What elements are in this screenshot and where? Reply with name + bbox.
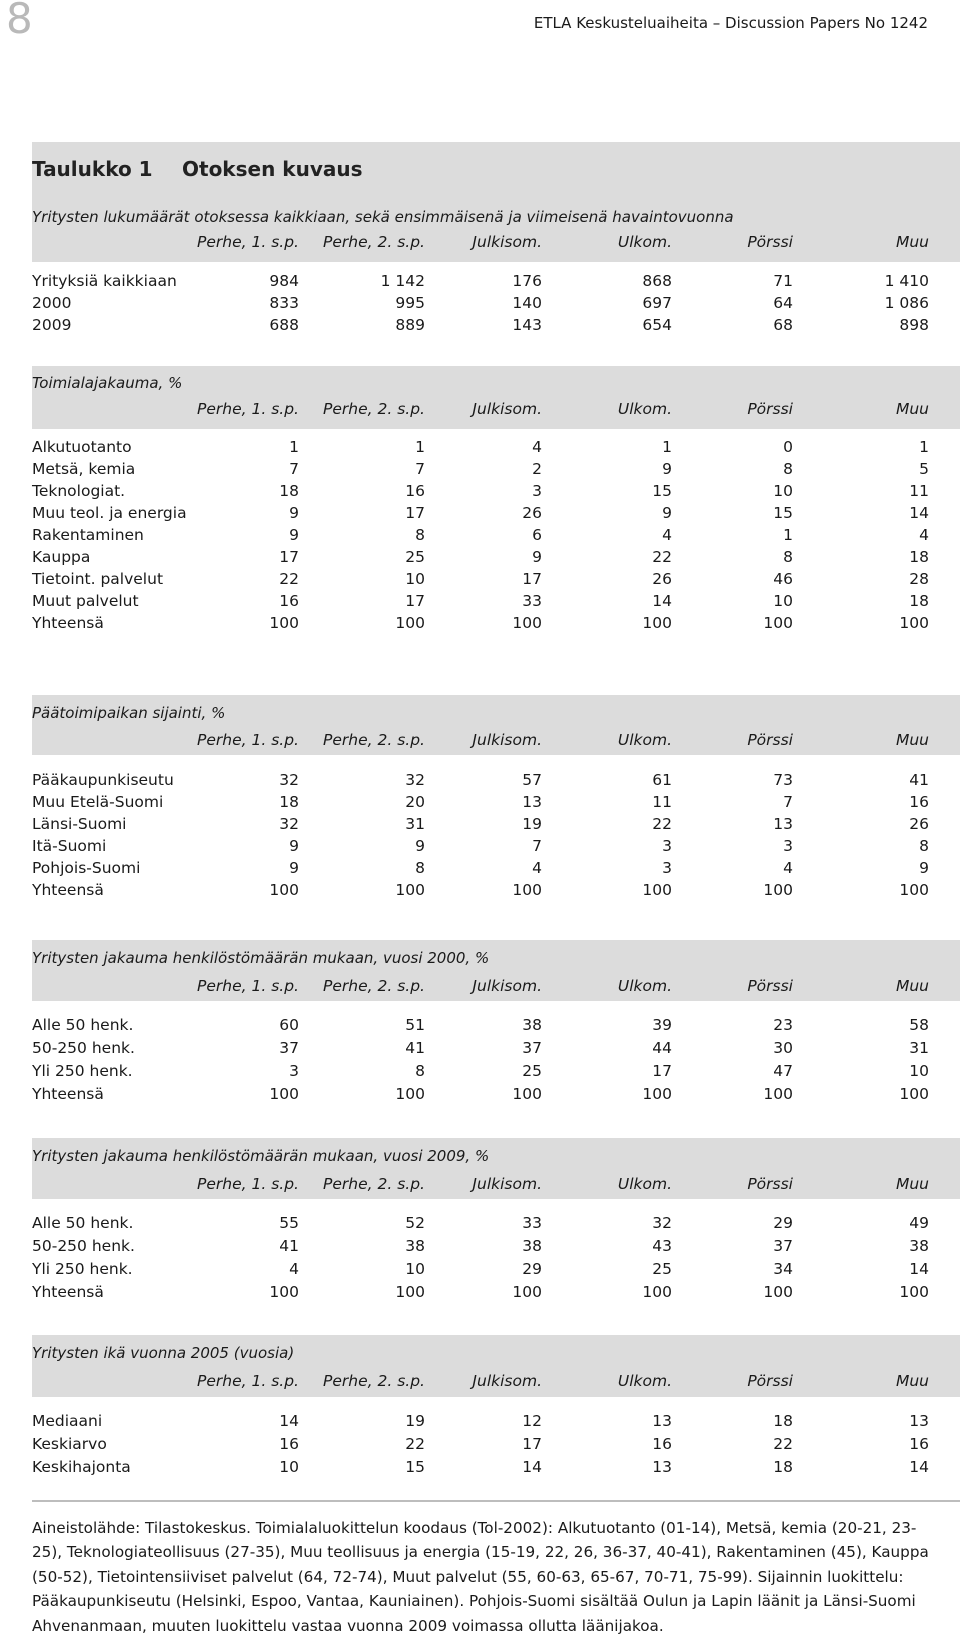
cell: 10 [773,482,793,500]
cell: 25 [405,548,425,566]
cell: 46 [773,570,793,588]
row-label: Yhteensä [32,1283,104,1301]
cell: 100 [642,881,672,899]
cell: 13 [652,1412,672,1430]
cell: 39 [652,1016,672,1034]
cell: 25 [652,1260,672,1278]
cell: 13 [909,1412,929,1430]
cell: 4 [532,438,542,456]
row-label: Pääkaupunkiseutu [32,771,174,789]
table-row [0,837,960,859]
table-row [0,548,960,570]
row-label: Alle 50 henk. [32,1016,134,1034]
cell: 4 [919,526,929,544]
cell: 868 [642,272,672,290]
cell: 100 [269,1085,299,1103]
cell: 3 [662,859,672,877]
column-header: Perhe, 1. s.p. [197,400,299,418]
cell: 100 [763,1283,793,1301]
cell: 1 [289,438,299,456]
column-header: Perhe, 2. s.p. [323,233,425,251]
cell: 10 [773,592,793,610]
column-header: Perhe, 1. s.p. [197,977,299,995]
table-row [0,771,960,793]
cell: 51 [405,1016,425,1034]
cell: 47 [773,1062,793,1080]
cell: 100 [763,1085,793,1103]
row-label: Kauppa [32,548,91,566]
cell: 10 [405,570,425,588]
cell: 14 [652,592,672,610]
cell: 8 [415,526,425,544]
cell: 14 [909,1458,929,1476]
cell: 100 [763,614,793,632]
row-label: Metsä, kemia [32,460,136,478]
table-row [0,482,960,504]
column-header: Perhe, 1. s.p. [197,1175,299,1193]
cell: 14 [279,1412,299,1430]
cell: 15 [405,1458,425,1476]
column-header: Muu [895,1372,929,1390]
cell: 995 [395,294,425,312]
table-row [0,1237,960,1259]
section-title: Yritysten lukumäärät otoksessa kaikkiaan, sekä ensimmäisenä ja viimeisenä havaintovuonna [32,208,734,226]
cell: 58 [909,1016,929,1034]
section-title: Yritysten jakauma henkilöstömäärän mukaan, vuosi 2000, % [32,949,490,967]
table-row [0,1016,960,1038]
column-header: Perhe, 2. s.p. [323,1175,425,1193]
row-label: Rakentaminen [32,526,144,544]
cell: 17 [405,592,425,610]
cell: 19 [522,815,542,833]
row-label: Alle 50 henk. [32,1214,134,1232]
cell: 60 [279,1016,299,1034]
column-header: Perhe, 1. s.p. [197,731,299,749]
table-row [0,1412,960,1434]
cell: 41 [405,1039,425,1057]
column-header: Julkisom. [472,731,542,749]
column-header: Ulkom. [617,233,672,251]
cell: 17 [652,1062,672,1080]
cell: 38 [909,1237,929,1255]
cell: 9 [289,859,299,877]
cell: 29 [773,1214,793,1232]
cell: 11 [652,793,672,811]
column-header: Ulkom. [617,977,672,995]
cell: 15 [773,504,793,522]
row-label: Yhteensä [32,614,104,632]
cell: 15 [652,482,672,500]
cell: 100 [899,1283,929,1301]
table-row [0,614,960,636]
row-label: Keskiarvo [32,1435,107,1453]
running-header: ETLA Keskusteluaiheita – Discussion Papers No 1242 [533,14,928,32]
section-title: Yritysten ikä vuonna 2005 (vuosia) [32,1344,295,1362]
cell: 23 [773,1016,793,1034]
row-label: Teknologiat. [32,482,126,500]
cell: 16 [909,1435,929,1453]
cell: 41 [279,1237,299,1255]
row-label: 50-250 henk. [32,1039,135,1057]
cell: 9 [919,859,929,877]
cell: 100 [269,614,299,632]
cell: 34 [773,1260,793,1278]
cell: 22 [405,1435,425,1453]
cell: 9 [415,837,425,855]
cell: 38 [522,1237,542,1255]
cell: 16 [652,1435,672,1453]
column-header: Ulkom. [617,1175,672,1193]
table-row [0,1062,960,1084]
cell: 100 [395,881,425,899]
cell: 7 [415,460,425,478]
cell: 22 [652,815,672,833]
cell: 37 [522,1039,542,1057]
row-label: Mediaani [32,1412,103,1430]
cell: 3 [783,837,793,855]
cell: 8 [919,837,929,855]
cell: 100 [642,1283,672,1301]
cell: 898 [899,316,929,334]
row-label: Muut palvelut [32,592,139,610]
cell: 9 [662,460,672,478]
cell: 100 [512,881,542,899]
cell: 1 [662,438,672,456]
cell: 176 [512,272,542,290]
cell: 57 [522,771,542,789]
cell: 7 [289,460,299,478]
column-header: Muu [895,731,929,749]
cell: 5 [919,460,929,478]
row-label: Yli 250 henk. [32,1260,133,1278]
row-label: Yhteensä [32,1085,104,1103]
cell: 31 [405,815,425,833]
column-header: Perhe, 2. s.p. [323,1372,425,1390]
cell: 7 [532,837,542,855]
table-row [0,1458,960,1480]
cell: 16 [279,592,299,610]
table-row [0,1435,960,1457]
column-header: Julkisom. [472,1372,542,1390]
column-header: Julkisom. [472,400,542,418]
column-header: Pörssi [747,1175,793,1193]
cell: 1 [783,526,793,544]
cell: 16 [279,1435,299,1453]
cell: 100 [269,881,299,899]
table-label: Taulukko 1 [32,157,153,181]
column-header: Muu [895,400,929,418]
cell: 32 [652,1214,672,1232]
cell: 13 [652,1458,672,1476]
cell: 22 [279,570,299,588]
cell: 29 [522,1260,542,1278]
column-header-row [0,1175,960,1197]
cell: 26 [652,570,672,588]
cell: 4 [532,859,542,877]
row-label: Tietoint. palvelut [32,570,164,588]
cell: 100 [899,881,929,899]
cell: 17 [522,1435,542,1453]
cell: 68 [773,316,793,334]
cell: 8 [783,460,793,478]
row-label: Yhteensä [32,881,104,899]
table-row [0,504,960,526]
cell: 9 [532,548,542,566]
cell: 10 [279,1458,299,1476]
row-label: Muu teol. ja energia [32,504,187,522]
cell: 32 [279,815,299,833]
table-row [0,1039,960,1061]
section-title: Toimialajakauma, % [32,374,183,392]
cell: 984 [269,272,299,290]
column-header: Perhe, 1. s.p. [197,233,299,251]
table-row [0,859,960,881]
cell: 1 [415,438,425,456]
column-header: Muu [895,1175,929,1193]
cell: 16 [405,482,425,500]
cell: 3 [662,837,672,855]
cell: 22 [652,548,672,566]
column-header: Julkisom. [472,977,542,995]
cell: 12 [522,1412,542,1430]
cell: 31 [909,1039,929,1057]
cell: 13 [773,815,793,833]
cell: 889 [395,316,425,334]
cell: 9 [662,504,672,522]
cell: 1 410 [884,272,929,290]
cell: 10 [909,1062,929,1080]
table-row [0,1260,960,1282]
column-header: Ulkom. [617,1372,672,1390]
cell: 7 [783,793,793,811]
column-header: Pörssi [747,977,793,995]
cell: 100 [642,1085,672,1103]
column-header: Perhe, 2. s.p. [323,977,425,995]
table-title [32,157,363,181]
cell: 11 [909,482,929,500]
table-row [0,592,960,614]
cell: 3 [532,482,542,500]
cell: 10 [405,1260,425,1278]
cell: 17 [279,548,299,566]
cell: 8 [783,548,793,566]
table-row [0,316,960,338]
cell: 32 [405,771,425,789]
row-label: Muu Etelä-Suomi [32,793,164,811]
table-row [0,438,960,460]
cell: 26 [522,504,542,522]
row-label: Yrityksiä kaikkiaan [32,272,177,290]
cell: 100 [899,1085,929,1103]
column-header-row [0,233,960,255]
cell: 14 [909,504,929,522]
section-title: Yritysten jakauma henkilöstömäärän mukaan, vuosi 2009, % [32,1147,490,1165]
column-header: Julkisom. [472,1175,542,1193]
cell: 26 [909,815,929,833]
divider [32,1500,960,1502]
column-header: Muu [895,233,929,251]
row-label: 50-250 henk. [32,1237,135,1255]
cell: 100 [512,614,542,632]
cell: 73 [773,771,793,789]
row-label: Yli 250 henk. [32,1062,133,1080]
column-header-row [0,977,960,999]
column-header: Ulkom. [617,731,672,749]
table-row [0,793,960,815]
cell: 14 [909,1260,929,1278]
column-header: Pörssi [747,400,793,418]
cell: 19 [405,1412,425,1430]
column-header: Julkisom. [472,233,542,251]
cell: 100 [899,614,929,632]
cell: 25 [522,1062,542,1080]
page-number: 8 [6,0,33,43]
cell: 44 [652,1039,672,1057]
cell: 4 [662,526,672,544]
cell: 1 086 [884,294,929,312]
column-header-row [0,1372,960,1394]
cell: 41 [909,771,929,789]
cell: 1 [919,438,929,456]
cell: 697 [642,294,672,312]
cell: 1 142 [380,272,425,290]
source-footnote: Aineistolähde: Tilastokeskus. Toimialaluokittelun koodaus (Tol-2002): Alkutuotanto (01-14), Metsä, kemia (20-21, 23-25), Teknologiateollisuus (27-35), Muu teollisuus ja energia (15-19, 22, 26, 36-37, 40-41), Rakentaminen (45), Kauppa (50-52), Tietointensiiviset palvelut (64, 72-74), Muut palvelut (55, 60-63, 65-67, 70-71, 75-99). Sijainnin luokittelu: Pääkaupunkiseutu (Helsinki, Espoo, Vantaa, Kauniainen). Pohjois-Suomi sisältää Oulun ja Lapin läänit ja Länsi-Suomi Ahvenanmaan, muuten luokittelu vastaa vuonna 2009 voimassa ollutta läänijakoa. [32,1519,929,1635]
cell: 22 [773,1435,793,1453]
table-row [0,460,960,482]
column-header: Pörssi [747,731,793,749]
cell: 37 [279,1039,299,1057]
column-header: Pörssi [747,233,793,251]
row-label: 2009 [32,316,72,334]
cell: 28 [909,570,929,588]
cell: 55 [279,1214,299,1232]
table-row [0,1085,960,1107]
row-label: 2000 [32,294,72,312]
cell: 688 [269,316,299,334]
cell: 654 [642,316,672,334]
table-row [0,526,960,548]
column-header: Perhe, 2. s.p. [323,400,425,418]
cell: 4 [783,859,793,877]
table-row [0,815,960,837]
row-label: Keskihajonta [32,1458,131,1476]
cell: 33 [522,1214,542,1232]
row-label: Pohjois-Suomi [32,859,141,877]
cell: 18 [773,1412,793,1430]
cell: 18 [909,548,929,566]
row-label: Itä-Suomi [32,837,107,855]
cell: 32 [279,771,299,789]
cell: 833 [269,294,299,312]
cell: 100 [395,1085,425,1103]
cell: 18 [773,1458,793,1476]
table-row [0,1283,960,1305]
cell: 100 [512,1085,542,1103]
cell: 8 [415,859,425,877]
cell: 100 [395,614,425,632]
column-header: Ulkom. [617,400,672,418]
row-label: Länsi-Suomi [32,815,127,833]
cell: 9 [289,526,299,544]
cell: 30 [773,1039,793,1057]
column-header-row [0,400,960,422]
table-row [0,570,960,592]
cell: 13 [522,793,542,811]
column-header: Pörssi [747,1372,793,1390]
cell: 38 [522,1016,542,1034]
cell: 143 [512,316,542,334]
cell: 4 [289,1260,299,1278]
table-row [0,294,960,316]
cell: 43 [652,1237,672,1255]
cell: 100 [269,1283,299,1301]
cell: 16 [909,793,929,811]
table-row [0,1214,960,1236]
cell: 6 [532,526,542,544]
table-row [0,881,960,903]
cell: 64 [773,294,793,312]
cell: 9 [289,504,299,522]
cell: 18 [909,592,929,610]
table-row [0,272,960,294]
cell: 8 [415,1062,425,1080]
cell: 20 [405,793,425,811]
column-header: Perhe, 1. s.p. [197,1372,299,1390]
cell: 9 [289,837,299,855]
column-header: Perhe, 2. s.p. [323,731,425,749]
cell: 14 [522,1458,542,1476]
cell: 100 [642,614,672,632]
cell: 100 [763,881,793,899]
cell: 61 [652,771,672,789]
cell: 17 [522,570,542,588]
cell: 18 [279,793,299,811]
cell: 3 [289,1062,299,1080]
column-header-row [0,731,960,753]
cell: 100 [512,1283,542,1301]
section-title: Päätoimipaikan sijainti, % [32,704,226,722]
cell: 71 [773,272,793,290]
table-title-text: Otoksen kuvaus [182,157,363,181]
cell: 38 [405,1237,425,1255]
cell: 33 [522,592,542,610]
cell: 140 [512,294,542,312]
cell: 52 [405,1214,425,1232]
cell: 100 [395,1283,425,1301]
cell: 37 [773,1237,793,1255]
row-label: Alkutuotanto [32,438,132,456]
cell: 0 [783,438,793,456]
cell: 49 [909,1214,929,1232]
cell: 17 [405,504,425,522]
cell: 2 [532,460,542,478]
cell: 18 [279,482,299,500]
column-header: Muu [895,977,929,995]
